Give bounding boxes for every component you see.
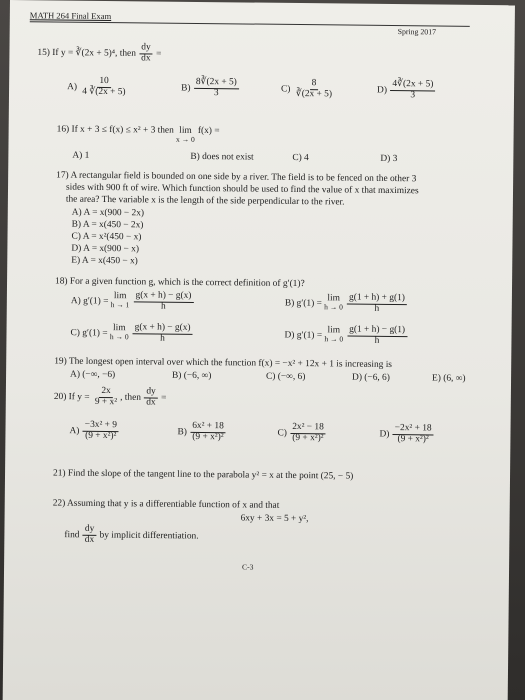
q18-choice-c [70,323,193,345]
q16-choice-b: B) does not exist [190,151,254,163]
q15-a-num: 10 [97,77,110,88]
q22-dydx [83,525,97,546]
q16-tail: f(x) = [197,125,220,137]
q18-d-fraction [347,326,407,347]
term-label: Spring 2017 [397,27,437,37]
q18-a-lim: lim [113,291,127,302]
q15-c-label: C) [281,84,291,95]
q20-c-den: (9 + x²)² [292,432,324,444]
header-rule [30,21,470,27]
q19-stem: 19) The longest open interval over which the function f(x) = −x² + 12x + 1 is increasing is [54,356,393,371]
q18-b-label: B) g′(1) = [284,298,322,309]
q22-equation: 6xy + 3x = 5 + y², [240,513,309,525]
q15-b-den: 3 [213,88,219,99]
q15-choice-a [67,77,129,98]
q18-d-num: g(1 + h) − g(1) [347,326,407,338]
q20-a-fraction [83,421,119,442]
q20-then: , then [120,392,142,403]
q15-d-label: D) [377,85,388,96]
q20-c-fraction [290,423,326,444]
q17-choice-c: C) A = x²(450 − x) [71,231,142,243]
q20-choice-c [277,423,326,444]
q17-line-3: the area? The variable x is the length of the side perpendicular to the river. [65,194,345,208]
q20-stem [54,386,167,408]
q16-choice-a: A) 1 [72,150,90,161]
q22-dydx-num: dy [83,525,96,536]
q19-choice-b: B) (−6, ∞) [172,370,212,382]
q15-a-label: A) [67,82,78,93]
q18-c-sub: h → 0 [109,332,129,342]
q20-b-label: B) [177,427,187,438]
q16-lim-word: lim [179,125,192,136]
q18-b-den: h [374,303,380,314]
q20-b-fraction [190,422,226,443]
q15-dydx-num: dy [139,43,152,54]
q18-b-sub: h → 0 [324,302,343,312]
q15-lead: If y = [52,47,76,59]
q15-d-num: 4∛(2x + 5) [390,80,435,91]
q18-c-num: g(x + h) − g(x) [133,323,193,335]
q15-choice-c [281,79,335,100]
q15-stem [37,42,161,64]
q15-a-den: 4 ∛(2x + 5) [82,86,126,98]
q15-c-fraction [294,79,334,100]
q20-eq: = [160,393,167,404]
q16-limit [176,126,195,145]
q18-c-label: C) g′(1) = [70,328,108,339]
page-number: C-3 [242,562,254,572]
course-title: MATH 264 Final Exam [29,10,112,22]
q15-d-den: 3 [410,90,416,101]
q20-y-fraction [93,387,119,408]
q18-b-limit [324,293,343,312]
q19-choice-c: C) (−∞, 6) [266,371,306,383]
q18-b-lim: lim [327,293,340,304]
q18-d-den: h [374,335,380,346]
q18-c-fraction [133,323,193,344]
q15-expression: ∛(2x + 5)⁴ [75,48,116,59]
q18-d-label: D) g′(1) = [284,330,323,341]
q17-choice-e: E) A = x(450 − x) [71,255,138,267]
exam-page [3,0,515,700]
q17-line-2: sides with 900 ft of wire. Which function should be used to find the value of x that maximizes [65,182,419,197]
q18-a-den: h [160,301,166,312]
q18-a-num: g(x + h) − g(x) [133,291,193,303]
q15-c-num: 8 [310,79,319,90]
q20-d-num: −2x² + 18 [393,424,434,435]
q15-b-fraction [194,78,239,99]
q20-a-label: A) [69,426,80,437]
q16-stem-text: 16) If x + 3 ≤ f(x) ≤ x² + 3 then [56,124,174,136]
q22-line-1: 22) Assuming that y is a differentiable function of x and that [52,498,280,511]
q16-choice-c: C) 4 [292,152,309,164]
q20-choice-d [379,424,434,445]
q15-then: , then [115,48,139,59]
q21-stem: 21) Find the slope of the tangent line to the parabola y² = x at the point (25, − 5) [52,468,354,482]
q20-a-den: (9 + x²)² [85,430,117,442]
q15-eq: = [153,49,162,60]
q15-c-den: ∛(2x + 5) [295,88,333,100]
q20-c-label: C) [277,428,287,439]
q20-a-num: −3x² + 9 [83,421,119,432]
q20-d-den: (9 + x²)² [397,433,429,445]
q20-y-num: 2x [99,387,112,398]
q19-choice-e: E) (6, ∞) [432,373,466,384]
q17-line-1: 17) A rectangular field is bounded on one side by a river. The field is to be fenced on the other 3 [56,170,417,185]
q15-dydx-den: dx [141,53,151,64]
q17-choice-b: B) A = x(450 − 2x) [71,219,144,231]
q20-dydx [144,387,158,408]
q18-c-limit [110,323,129,342]
q20-dydx-num: dy [144,387,157,398]
q20-c-num: 2x² − 18 [290,423,326,434]
q22-find [64,525,198,547]
q18-a-limit [111,291,130,310]
q15-d-fraction [390,80,435,101]
q15-b-label: B) [181,83,191,94]
q19-choice-d: D) (−6, 6) [352,372,390,383]
q16-stem [57,124,220,144]
q20-choice-a [69,421,120,442]
q18-d-lim: lim [327,325,341,336]
q18-stem: 18) For a given function g, which is the correct definition of g′(1)? [55,276,305,290]
q18-c-den: h [160,333,165,344]
q15-dydx [139,43,153,64]
q15-b-num: 8∛(2x + 5) [194,78,239,89]
q18-choice-a [71,291,195,313]
q20-d-fraction [393,424,434,445]
q18-d-limit [324,325,343,344]
q22-tail: by implicit differentiation. [99,530,199,542]
q17-choice-d: D) A = x(900 − x) [71,243,140,255]
q20-d-label: D) [379,429,390,440]
q20-b-num: 6x² + 18 [190,422,226,433]
q18-c-lim: lim [113,323,126,334]
q22-find-word: find [64,530,80,541]
q17-choice-a: A) A = x(900 − 2x) [71,207,145,219]
q20-choice-b [177,422,226,443]
q18-a-sub: h → 1 [110,300,130,310]
q19-choice-a: A) (−∞, −6) [70,369,116,381]
q18-d-sub: h → 0 [324,334,344,344]
q18-a-fraction [133,291,193,312]
q15-a-fraction [80,77,128,98]
q18-choice-b [285,293,408,315]
q18-choice-d [284,325,408,347]
q15-number: 15) [37,47,51,58]
q15-choice-d [377,80,436,101]
q16-lim-sub: x → 0 [176,135,195,145]
q18-b-fraction [347,294,407,315]
q20-dydx-den: dx [146,397,156,408]
q18-a-label: A) g′(1) = [70,296,109,307]
q15-choice-b [181,78,240,99]
q16-choice-d: D) 3 [380,153,398,165]
q18-b-num: g(1 + h) + g(1) [347,294,407,306]
q20-y-den: 9 + x² [94,396,118,408]
q20-b-den: (9 + x²)² [192,431,224,443]
q22-dydx-den: dx [84,534,95,545]
q20-lead: 20) If y = [53,392,90,403]
